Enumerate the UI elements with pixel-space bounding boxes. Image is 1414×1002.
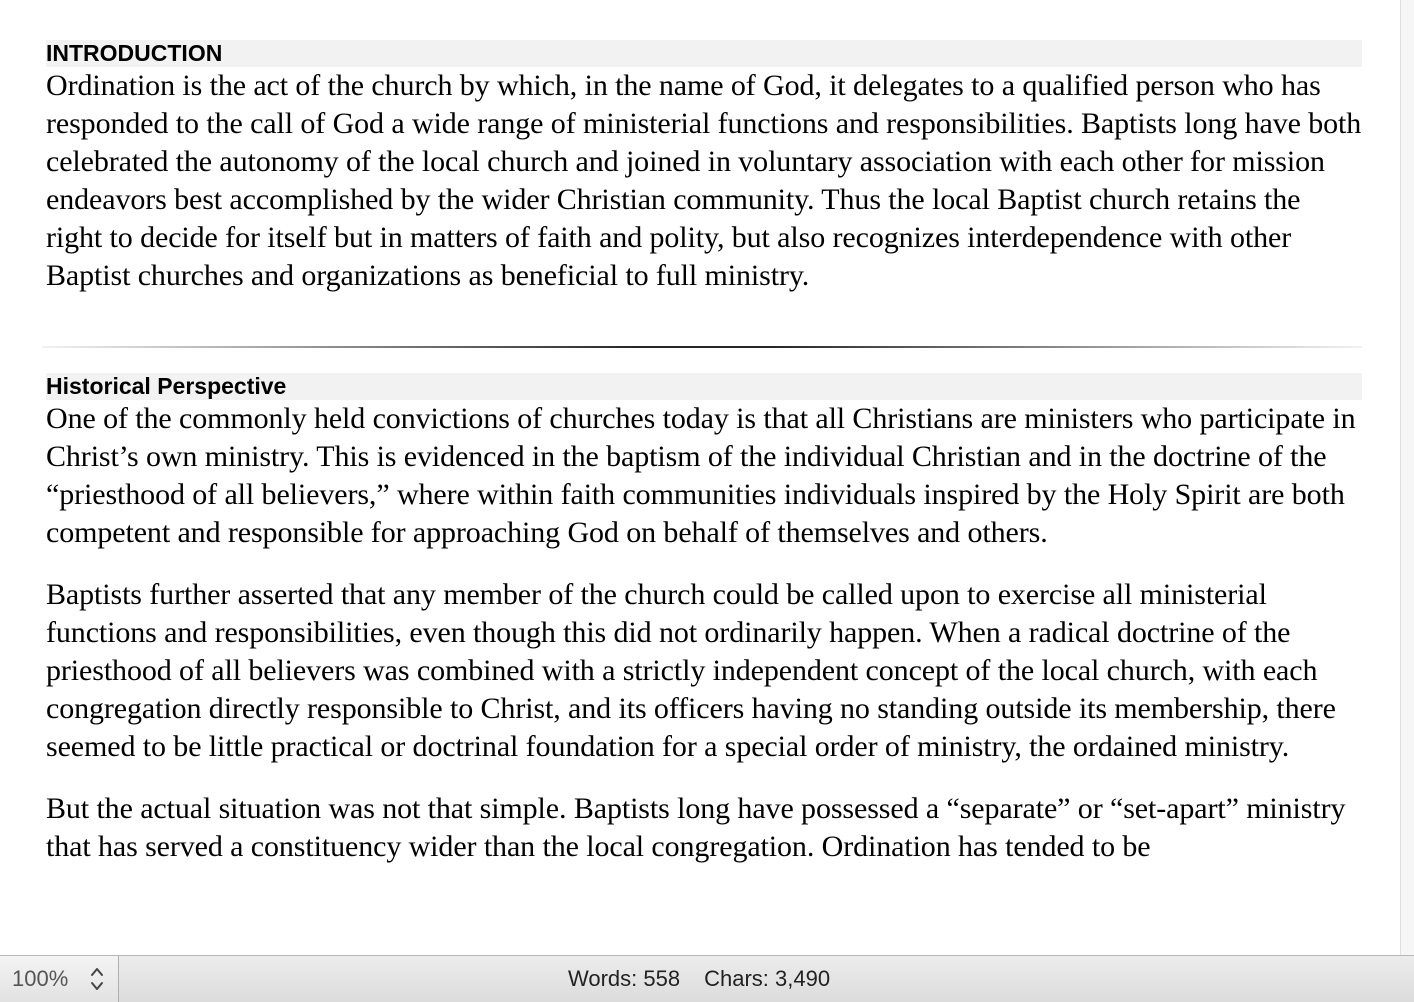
paragraph: One of the commonly held convictions of churches today is that all Christians are ministers who participate in Christ’s own ministry. This is evidenced in the baptism of the individual Christian and in the doctrine of the “priesthood of all believers,” where within faith communities individuals inspired by the Holy Spirit are both competent and responsible for approaching God on behalf of themselves and others. [46,402,1356,549]
paragraph: Ordination is the act of the church by which, in the name of God, it delegates to a qualified person who has responded to the call of God a wide range of ministerial functions and responsibilities. Baptists long have both celebrated the autonomy of the local church and joined in voluntary association with each other for mission endeavors best accomplished by the wider Christian community. Thus the local Baptist church retains the right to decide for itself but in matters of faith and polity, but also recognizes interdependence with other Baptist churches and organizations as beneficial to full ministry. [46,69,1362,292]
document-body [46,40,1362,866]
zoom-select[interactable] [0,956,119,1002]
section-heading-historical-perspective: Historical Perspective [46,373,1362,400]
word-count: Words: 558 [568,966,681,991]
paragraph: But the actual situation was not that simple. Baptists long have possessed a “separate” or “set-apart” ministry that has served a constituency wider than the local congregation. Ordination has tended to be [46,792,1346,863]
chevron-up-down-icon [90,965,104,993]
char-count: Chars: 3,490 [704,966,831,991]
section-divider [42,346,1362,348]
document-stats [568,966,830,992]
status-bar [0,955,1414,1002]
section-heading-introduction: INTRODUCTION [46,40,1362,67]
vertical-scrollbar[interactable] [1400,0,1414,955]
paragraph: Baptists further asserted that any member of the church could be called upon to exercise all ministerial functions and responsibilities, even though this did not ordinarily happen. When a radical doctrine of the priesthood of all believers was combined with a strictly independent concept of the local church, with each congregation directly responsible to Christ, and its officers having no standing outside its membership, there seemed to be little practical or doctrinal foundation for a special order of ministry, the ordained ministry. [46,578,1336,763]
zoom-value: 100% [12,966,69,991]
